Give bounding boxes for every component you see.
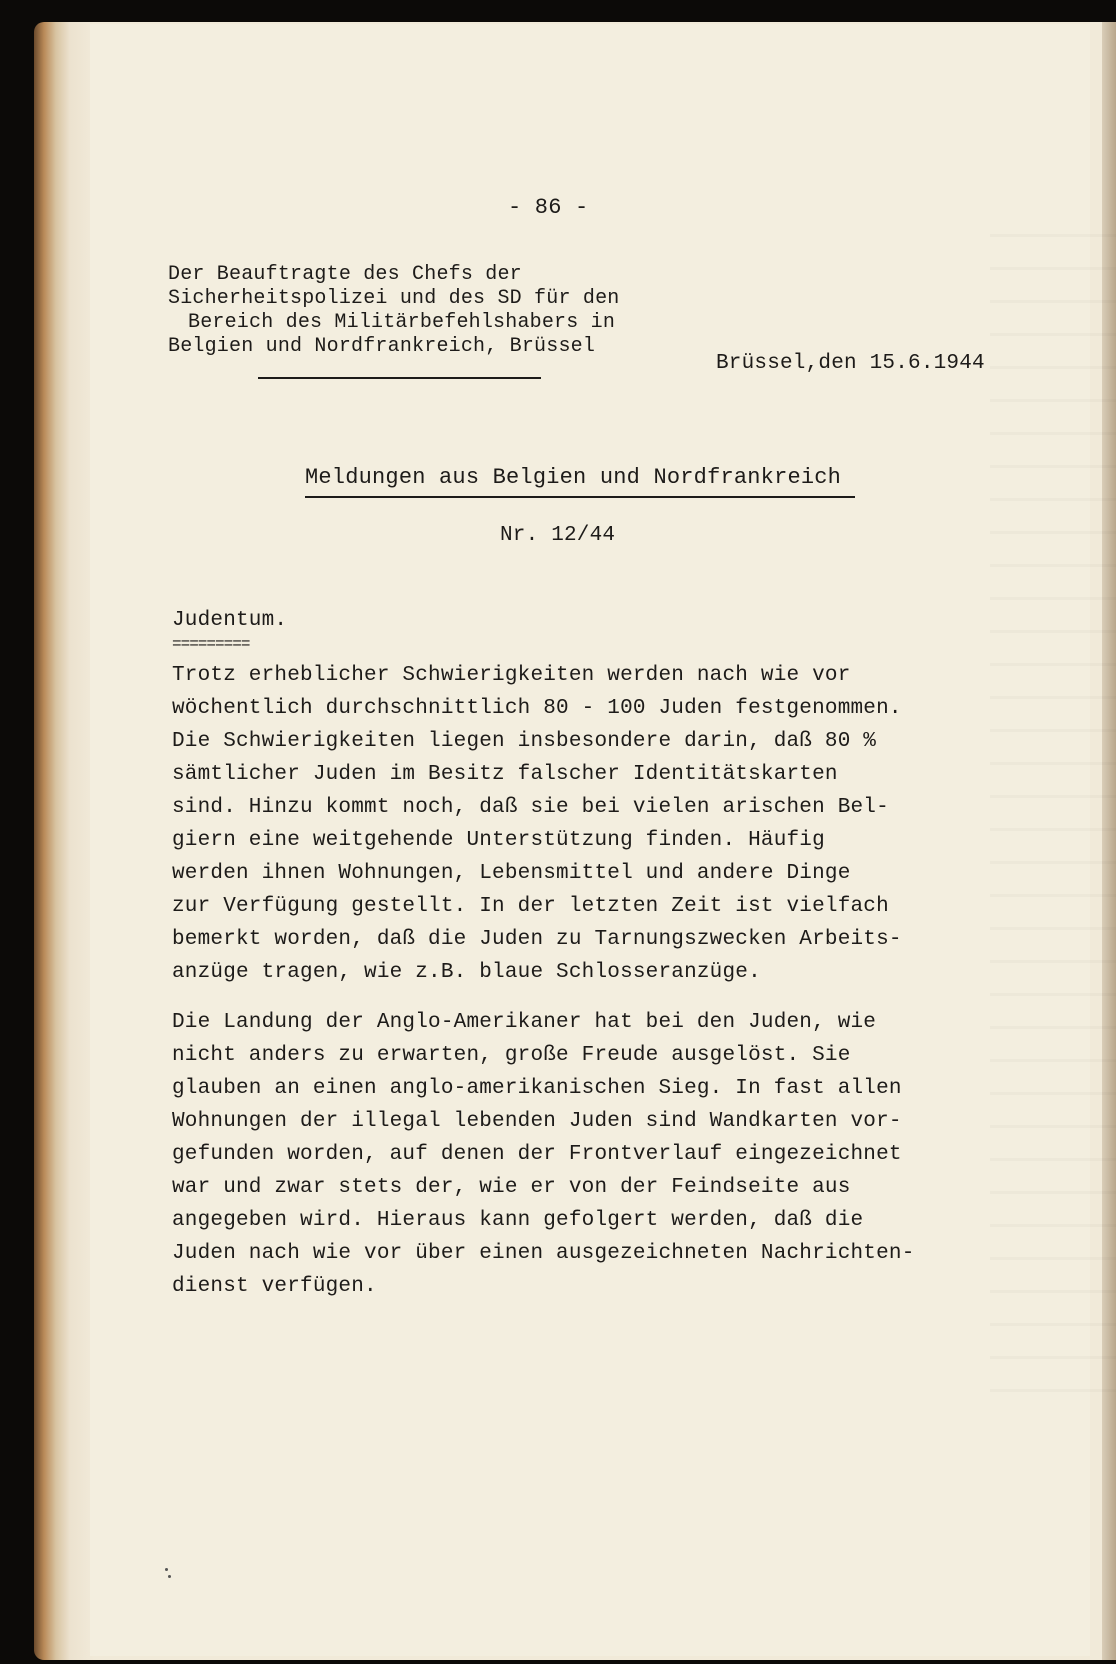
section-heading: Judentum.: [172, 609, 288, 632]
paragraph-line: zur Verfügung gestellt. In der letzten Zeit ist vielfach: [172, 895, 889, 918]
section-underline: =========: [172, 635, 250, 653]
page-number: - 86 -: [508, 195, 589, 220]
letterhead-line-2: Sicherheitspolizei und des SD für den: [168, 287, 620, 310]
paragraph-line: nicht anders zu erwarten, große Freude ausgelöst. Sie: [172, 1044, 851, 1067]
paragraph-line: werden ihnen Wohnungen, Lebensmittel und andere Dinge: [172, 862, 851, 885]
paper-speck: [168, 1575, 171, 1578]
paragraph-line: wöchentlich durchschnittlich 80 - 100 Juden festgenommen.: [172, 697, 902, 720]
paragraph-line: dienst verfügen.: [172, 1275, 377, 1298]
paragraph-line: giern eine weitgehende Unterstützung finden. Häufig: [172, 829, 825, 852]
letterhead-line-3: Bereich des Militärbefehlshabers in: [188, 311, 616, 334]
paragraph-line: sämtlicher Juden im Besitz falscher Identitätskarten: [172, 763, 838, 786]
letterhead-rule: [258, 377, 541, 379]
bleed-through-text: [990, 204, 1116, 1404]
paragraph-line: Trotz erheblicher Schwierigkeiten werden nach wie vor: [172, 664, 851, 687]
letterhead-line-1: Der Beauftragte des Chefs der: [168, 263, 522, 286]
paragraph-line: Wohnungen der illegal lebenden Juden sind Wandkarten vor-: [172, 1110, 902, 1133]
letterhead-line-4: Belgien und Nordfrankreich, Brüssel: [168, 335, 596, 358]
date-line: Brüssel,den 15.6.1944: [716, 352, 985, 375]
paper-speck: [165, 1568, 168, 1571]
paragraph-line: angegeben wird. Hieraus kann gefolgert werden, daß die: [172, 1209, 864, 1232]
report-title: Meldungen aus Belgien und Nordfrankreich: [305, 465, 842, 490]
paragraph-line: bemerkt worden, daß die Juden zu Tarnungszwecken Arbeits-: [172, 928, 902, 951]
paragraph-line: gefunden worden, auf denen der Frontverlauf eingezeichnet: [172, 1143, 902, 1166]
paragraph-line: Die Schwierigkeiten liegen insbesondere darin, daß 80 %: [172, 730, 877, 753]
paragraph-line: war und zwar stets der, wie er von der Feindseite aus: [172, 1176, 851, 1199]
paragraph-line: glauben an einen anglo-amerikanischen Sieg. In fast allen: [172, 1077, 902, 1100]
report-title-rule: [305, 496, 855, 498]
paragraph-line: Die Landung der Anglo-Amerikaner hat bei den Juden, wie: [172, 1011, 877, 1034]
paragraph-line: Juden nach wie vor über einen ausgezeichneten Nachrichten-: [172, 1242, 915, 1265]
paragraph-line: sind. Hinzu kommt noch, daß sie bei vielen arischen Bel-: [172, 796, 889, 819]
paragraph-line: anzüge tragen, wie z.B. blaue Schlosseranzüge.: [172, 961, 761, 984]
report-number: Nr. 12/44: [500, 524, 616, 547]
